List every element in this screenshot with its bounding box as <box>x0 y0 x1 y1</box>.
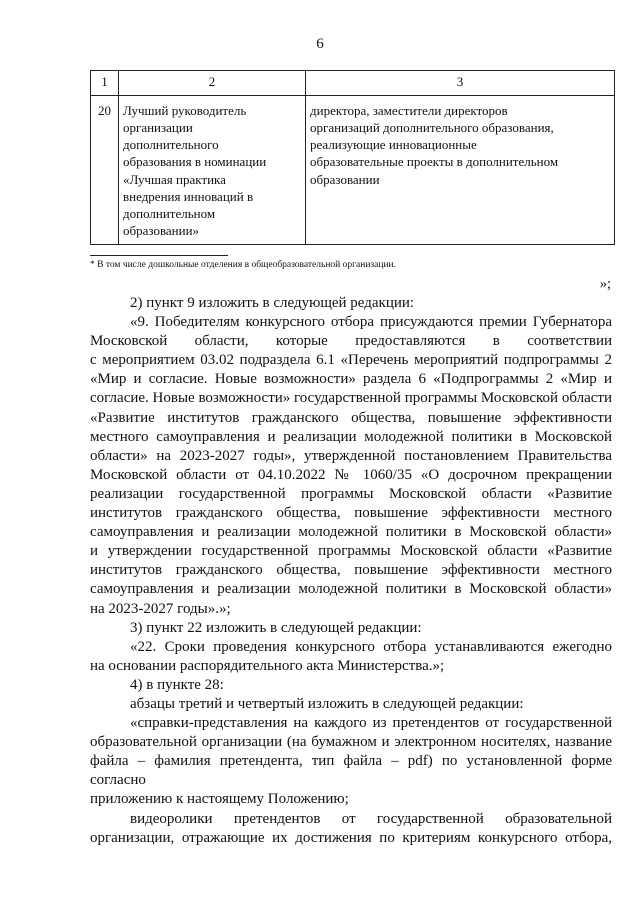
paragraph-line: институтов гражданского общества, повышение эффективности местного <box>90 562 612 579</box>
nomination-line: внедрения инноваций в <box>123 188 254 204</box>
table-header-cell: 2 <box>119 71 306 96</box>
footnote: * В том числе дошкольные отделения в общеобразовательной организации. <box>90 260 397 270</box>
page-number: 6 <box>316 36 324 52</box>
table-row <box>91 96 615 245</box>
nominations-table <box>90 70 615 245</box>
paragraph-line: области» на 2023-2027 годы», утвержденной постановлением Правительства <box>90 447 612 464</box>
table-header-cell: 3 <box>306 71 615 96</box>
table-header-row <box>91 71 615 96</box>
participants-line: реализующие инновационные <box>310 137 477 153</box>
paragraph-line: абзацы третий и четвертый изложить в следующей редакции: <box>130 695 524 712</box>
nomination-line: образования в номинации <box>123 154 267 170</box>
participants-line: образовании <box>310 171 380 187</box>
participants-line: организаций дополнительного образования, <box>310 120 554 136</box>
paragraph-line: «Развитие институтов гражданского общества, повышение эффективности <box>90 409 612 426</box>
nomination-line: Лучший руководитель <box>123 103 247 118</box>
nomination-line: образовании» <box>123 223 200 239</box>
paragraph-line: самоуправления и реализации молодежной политики в Московской области» <box>90 524 612 541</box>
paragraph-line: на 2023-2027 годы».»; <box>90 600 231 617</box>
paragraph-line: институтов гражданского общества, повышение эффективности местного <box>90 505 612 522</box>
paragraph-line: «9. Победителям конкурсного отбора присуждаются премии Губернатора <box>130 314 612 331</box>
participants-line: образовательные проекты в дополнительном <box>310 154 559 170</box>
paragraph-line: местного самоуправления и реализации молодежной политики в Московской <box>90 428 612 445</box>
nomination-line: дополнительном <box>123 205 216 221</box>
participants-line: директора, заместители директоров <box>310 103 508 118</box>
table-header-cell: 1 <box>91 71 119 96</box>
row-number-cell: 20 <box>91 96 119 245</box>
closing-quote: »; <box>599 276 611 292</box>
nomination-line: дополнительного <box>123 137 219 153</box>
footnote-divider <box>90 255 228 256</box>
nomination-line: организации <box>123 120 193 136</box>
paragraph-line: образовательной организации (на бумажном и электронном носителях, название <box>90 734 612 751</box>
paragraph-line: согласие. Новые возможности» государственной программы Московской области <box>90 390 612 407</box>
paragraph-line: приложению к настоящему Положению; <box>90 791 349 808</box>
nomination-line: «Лучшая практика <box>123 171 226 187</box>
paragraph-line: «Мир и согласие. Новые возможности» раздела 6 «Подпрограммы 2 «Мир и <box>90 371 612 388</box>
paragraph-line: с мероприятием 03.02 подраздела 6.1 «Перечень мероприятий подпрограммы 2 <box>90 352 612 369</box>
paragraph-line: Московской области от 04.10.2022 № 1060/35 «О досрочном прекращении <box>90 466 612 483</box>
paragraph-line: 2) пункт 9 изложить в следующей редакции: <box>130 295 415 311</box>
paragraph-line: 3) пункт 22 изложить в следующей редакции: <box>130 619 422 636</box>
paragraph-line: на основании распорядительного акта Министерства.»; <box>90 657 445 674</box>
paragraph-line: «справки-представления на каждого из претендентов от государственной <box>130 715 612 732</box>
paragraph-line: Московской области, которые предоставляются в соответствии <box>90 333 612 350</box>
paragraph-line: реализации государственной программы Московской области «Развитие <box>90 485 612 502</box>
paragraph-line: 4) в пункте 28: <box>130 676 224 693</box>
paragraph-line: «22. Сроки проведения конкурсного отбора устанавливаются ежегодно <box>130 638 612 655</box>
nomination-cell <box>119 96 306 245</box>
paragraph-line: и утверждении государственной программы Московской области «Развитие <box>90 543 612 560</box>
paragraph-line: файла – фамилия претендента, тип файла – pdf) по установленной форме согласно <box>90 753 612 789</box>
participants-cell <box>306 96 615 245</box>
document-body <box>90 294 612 848</box>
paragraph-line: организации, отражающие их достижения по критериям конкурсного отбора, <box>90 829 612 846</box>
paragraph-line: самоуправления и реализации молодежной политики в Московской области» <box>90 581 612 598</box>
paragraph-line: видеоролики претендентов от государственной образовательной <box>130 810 612 827</box>
